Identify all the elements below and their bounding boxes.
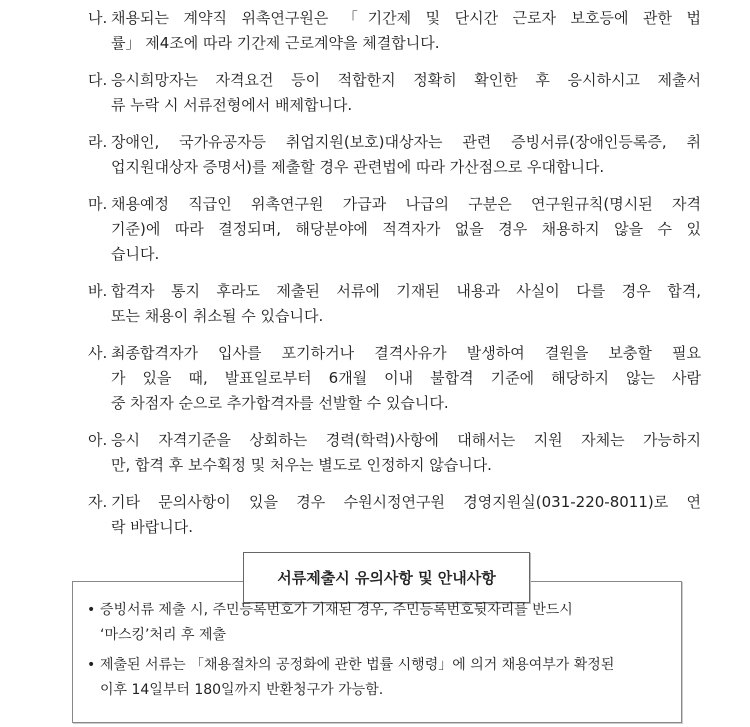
bullet-text-line: 이후 14일부터 180일까지 반환청구가 가능함. [100,682,384,698]
bullet-text-line: 증빙서류 제출 시, 주민등록번호가 기재된 경우, 주민등록번호뒷자리를 반드시 [100,602,573,618]
item-text-line: 습니다. [111,245,160,263]
list-item [88,341,701,416]
item-marker: 자. [88,493,108,511]
list-item [88,428,701,478]
item-marker: 다. [88,71,108,89]
notice-box-title: 서류제출시 유의사항 및 안내사항 [243,552,530,603]
bullet-item [87,653,667,703]
item-marker: 라. [88,133,108,151]
notice-bullets [87,598,667,708]
list-item [88,490,701,540]
list-item [88,192,701,267]
item-text-line: 가 있을 때, 발표일로부터 6개월 이내 불합격 기준에 해당하지 않는 사람 [111,369,701,387]
item-text-line: 최종합격자가 입사를 포기하거나 결격사유가 발생하여 결원을 보충할 필요 [111,344,701,362]
item-marker: 나. [88,9,108,27]
item-text-line: 률」 제4조에 따라 기간제 근로계약을 체결합니다. [111,34,440,52]
bullet-icon: • [87,657,96,673]
list-item [88,279,701,329]
item-marker: 마. [88,195,108,213]
item-text-line: 락 바랍니다. [111,518,193,536]
item-marker: 아. [88,431,108,449]
item-text-line: 류 누락 시 서류전형에서 배제합니다. [111,96,353,114]
bullet-text-line: 제출된 서류는 「채용절차의 공정화에 관한 법률 시행령」에 의거 채용여부가 확정된 [100,657,615,673]
item-text-line: 업지원대상자 증명서)를 제출할 경우 관련법에 따라 가산점으로 우대합니다. [111,158,605,176]
item-text-line: 응시 자격기준을 상회하는 경력(학력)사항에 대해서는 지원 자체는 가능하지 [111,431,701,449]
bullet-item [87,598,667,648]
item-text-line: 합격자 통지 후라도 제출된 서류에 기재된 내용과 사실이 다를 경우 합격, [111,282,701,300]
item-text-line: 응시희망자는 자격요건 등이 적합한지 정확히 확인한 후 응시하시고 제출서 [111,71,701,89]
list-item [88,68,701,118]
item-text-line: 또는 채용이 취소될 수 있습니다. [111,307,324,325]
bullet-text-line: ‘마스킹’처리 후 제출 [100,627,226,643]
notice-items-list [88,6,701,552]
bullet-icon: • [87,602,96,618]
item-marker: 사. [88,344,108,362]
item-text-line: 기준)에 따라 결정되며, 해당분야에 적격자가 없을 경우 채용하지 않을 수 있 [111,220,701,238]
item-text-line: 장애인, 국가유공자등 취업지원(보호)대상자는 관련 증빙서류(장애인등록증, 취 [111,133,701,151]
item-text-line: 채용되는 계약직 위촉연구원은 「기간제 및 단시간 근로자 보호등에 관한 법 [111,9,701,27]
item-text-line: 기타 문의사항이 있을 경우 수원시정연구원 경영지원실(031-220-8011)로 연 [111,493,701,511]
item-marker: 바. [88,282,108,300]
list-item [88,130,701,180]
item-text-line: 채용예정 직급인 위촉연구원 가급과 나급의 구분은 연구원규칙(명시된 자격 [111,195,701,213]
list-item [88,6,701,56]
item-text-line: 만, 합격 후 보수획정 및 처우는 별도로 인정하지 않습니다. [111,456,492,474]
item-text-line: 중 차점자 순으로 추가합격자를 선발할 수 있습니다. [111,394,449,412]
